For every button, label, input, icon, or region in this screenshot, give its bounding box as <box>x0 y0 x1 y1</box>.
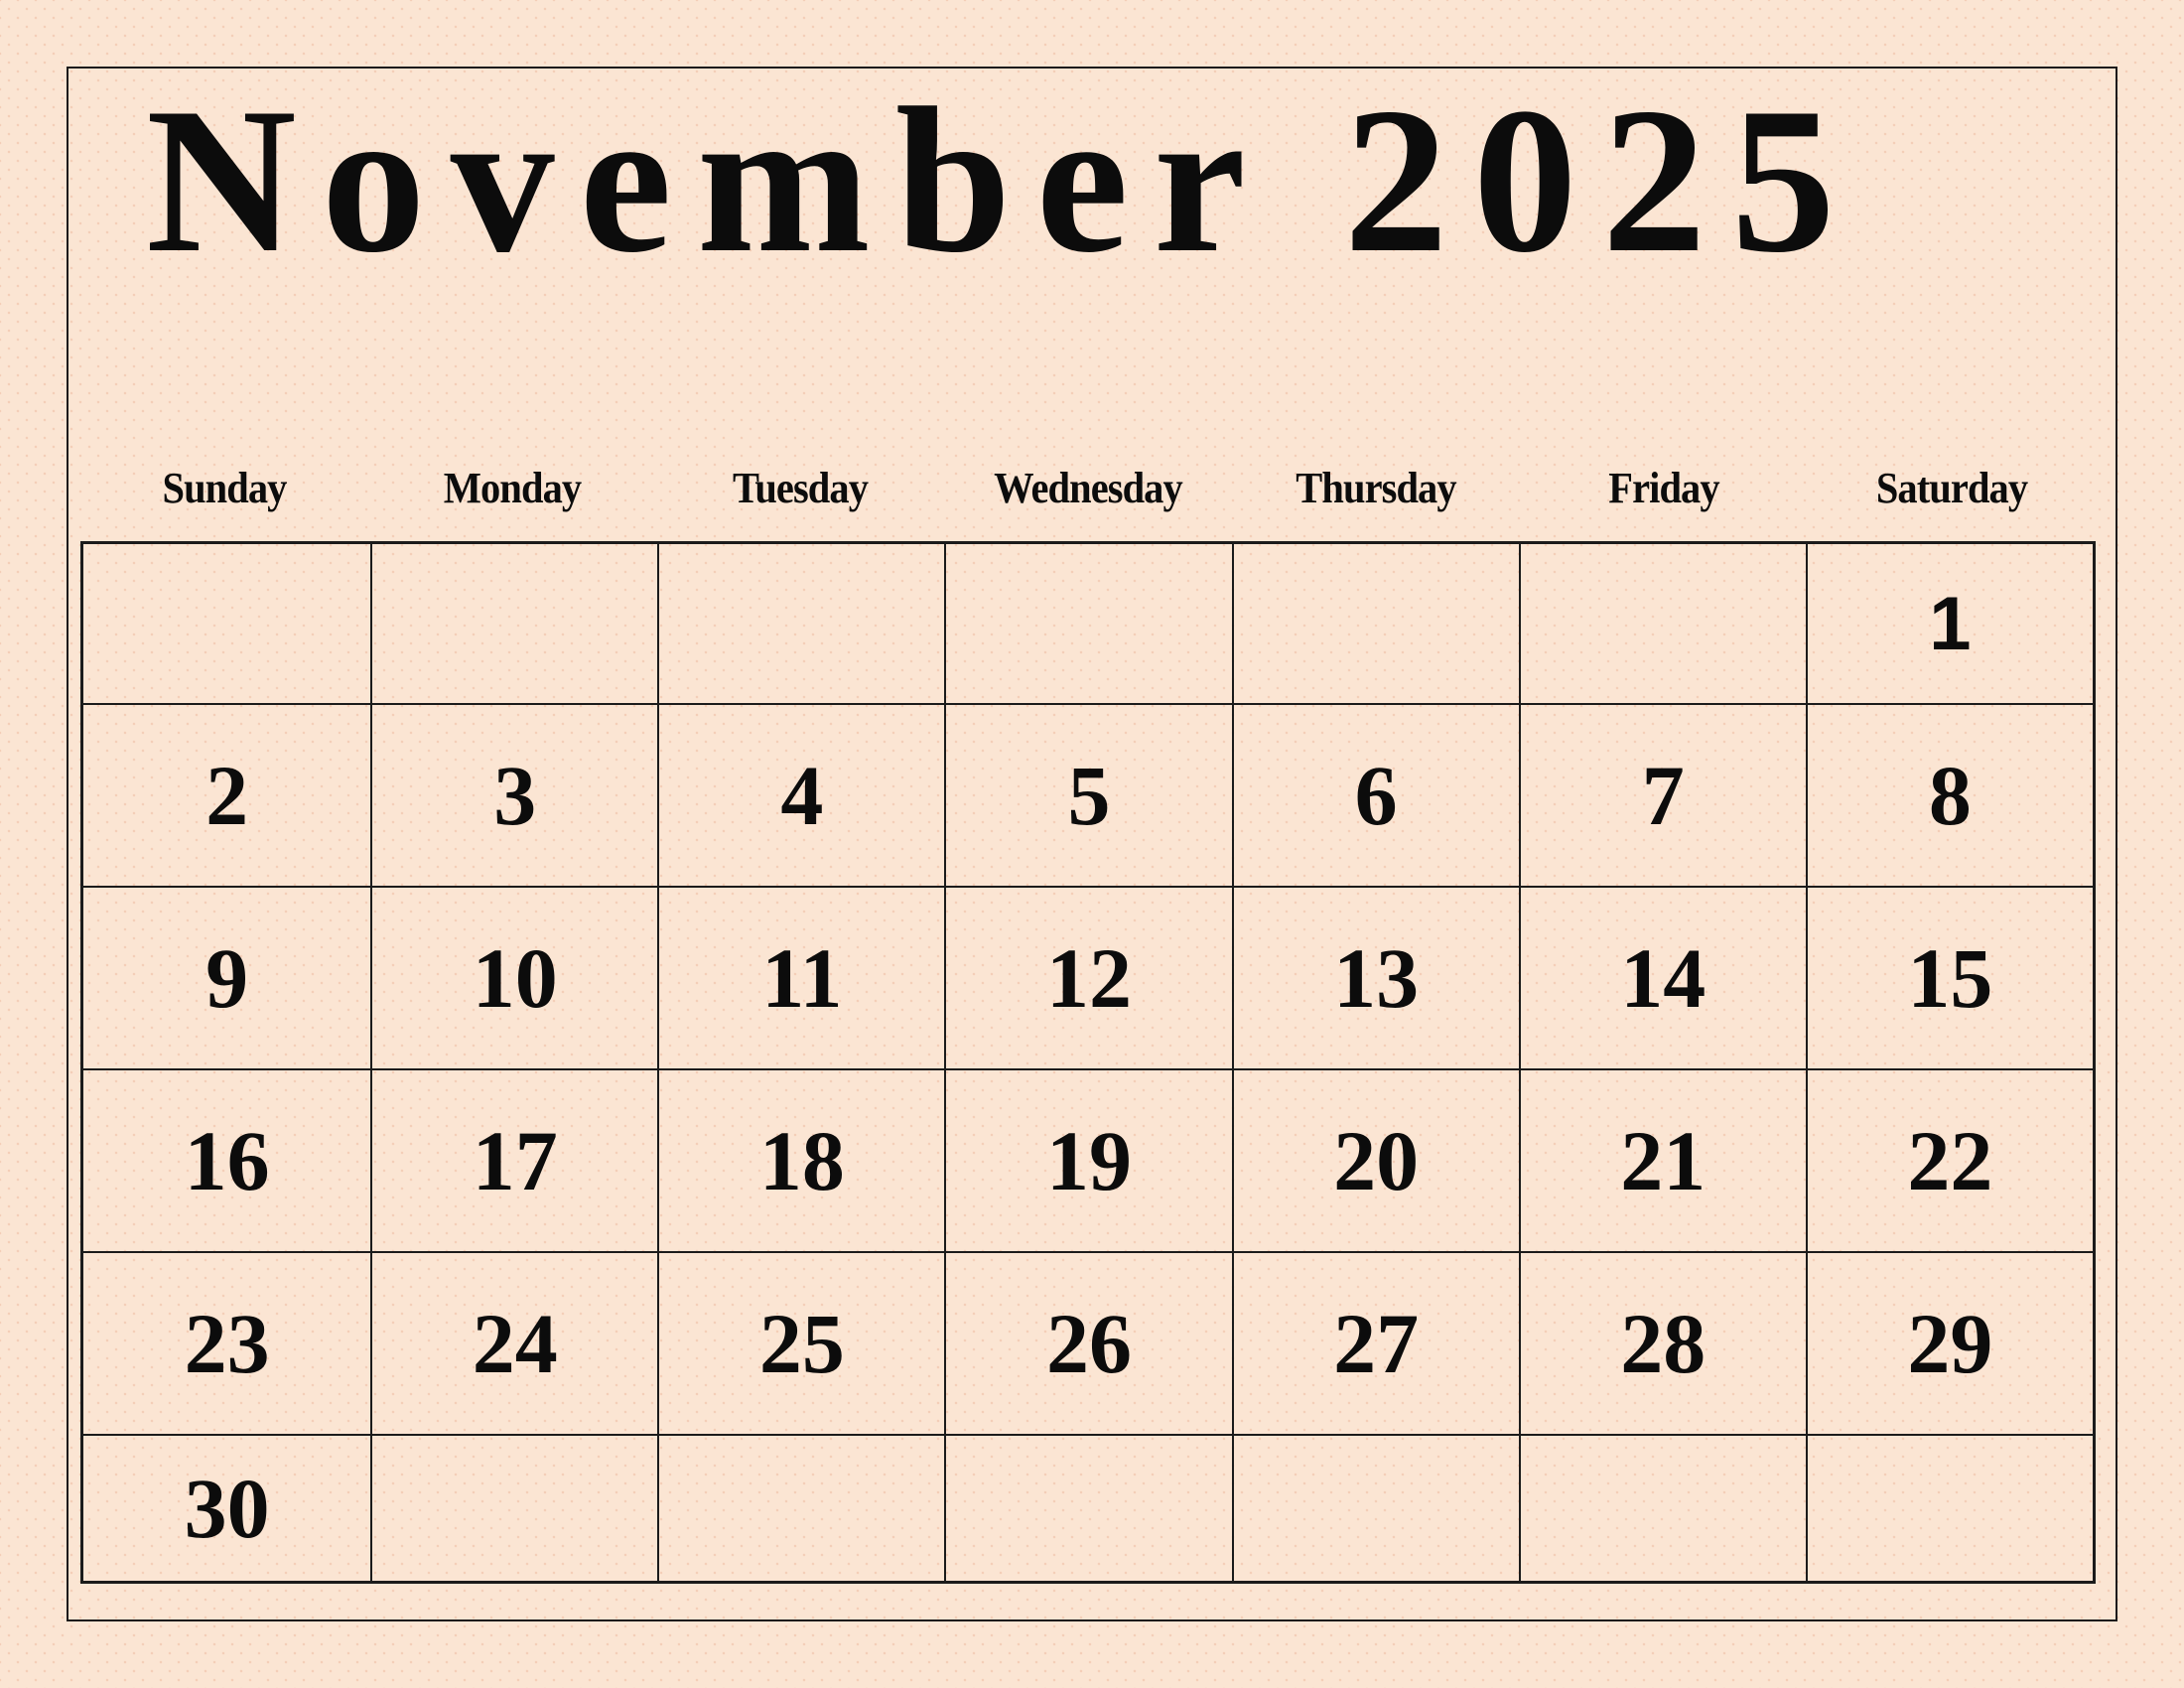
calendar-cell <box>944 544 1231 703</box>
weekday-header-row <box>80 452 2096 511</box>
calendar-cell: 6 <box>1232 703 1519 886</box>
calendar-cell: 12 <box>944 886 1231 1068</box>
calendar-cell: 21 <box>1519 1068 1806 1251</box>
calendar-cell: 30 <box>83 1434 370 1581</box>
calendar-cell: 26 <box>944 1251 1231 1434</box>
weekday-header-thursday: Thursday <box>1296 463 1456 512</box>
calendar-cell <box>1232 544 1519 703</box>
calendar-cell: 5 <box>944 703 1231 886</box>
page-frame <box>67 67 2117 1621</box>
calendar-cell: 3 <box>370 703 657 886</box>
calendar-cell: 20 <box>1232 1068 1519 1251</box>
calendar-cell: 11 <box>657 886 944 1068</box>
calendar-cell: 29 <box>1806 1251 2093 1434</box>
calendar-cell: 14 <box>1519 886 1806 1068</box>
weekday-header-sunday: Sunday <box>162 463 287 512</box>
weekday-header-tuesday: Tuesday <box>732 463 869 512</box>
calendar-cell: 15 <box>1806 886 2093 1068</box>
page-title: November 2025 <box>146 66 1860 296</box>
calendar-cell <box>657 544 944 703</box>
calendar-cell: 22 <box>1806 1068 2093 1251</box>
calendar-cell: 24 <box>370 1251 657 1434</box>
calendar-cell: 2 <box>83 703 370 886</box>
weekday-header-wednesday: Wednesday <box>994 463 1182 512</box>
calendar-cell: 17 <box>370 1068 657 1251</box>
calendar-cell: 18 <box>657 1068 944 1251</box>
calendar-cell: 27 <box>1232 1251 1519 1434</box>
calendar-cell: 16 <box>83 1068 370 1251</box>
calendar-cell <box>83 544 370 703</box>
calendar-cell: 23 <box>83 1251 370 1434</box>
calendar-cell: 9 <box>83 886 370 1068</box>
calendar-cell <box>370 1434 657 1581</box>
calendar-cell: 25 <box>657 1251 944 1434</box>
calendar-cell: 4 <box>657 703 944 886</box>
calendar-cell: 1 <box>1806 544 2093 703</box>
calendar-cell: 10 <box>370 886 657 1068</box>
weekday-header-friday: Friday <box>1608 463 1719 512</box>
calendar-cell <box>1519 1434 1806 1581</box>
calendar-grid <box>80 541 2096 1584</box>
weekday-header-monday: Monday <box>443 463 582 512</box>
calendar-cell: 19 <box>944 1068 1231 1251</box>
calendar-cell <box>657 1434 944 1581</box>
calendar-cell <box>1232 1434 1519 1581</box>
calendar-cell: 8 <box>1806 703 2093 886</box>
calendar-cell: 13 <box>1232 886 1519 1068</box>
calendar-cell: 28 <box>1519 1251 1806 1434</box>
calendar-cell <box>1519 544 1806 703</box>
calendar-cell <box>1806 1434 2093 1581</box>
calendar-cell <box>944 1434 1231 1581</box>
calendar-cell: 7 <box>1519 703 1806 886</box>
calendar-cell <box>370 544 657 703</box>
weekday-header-saturday: Saturday <box>1875 463 2028 512</box>
